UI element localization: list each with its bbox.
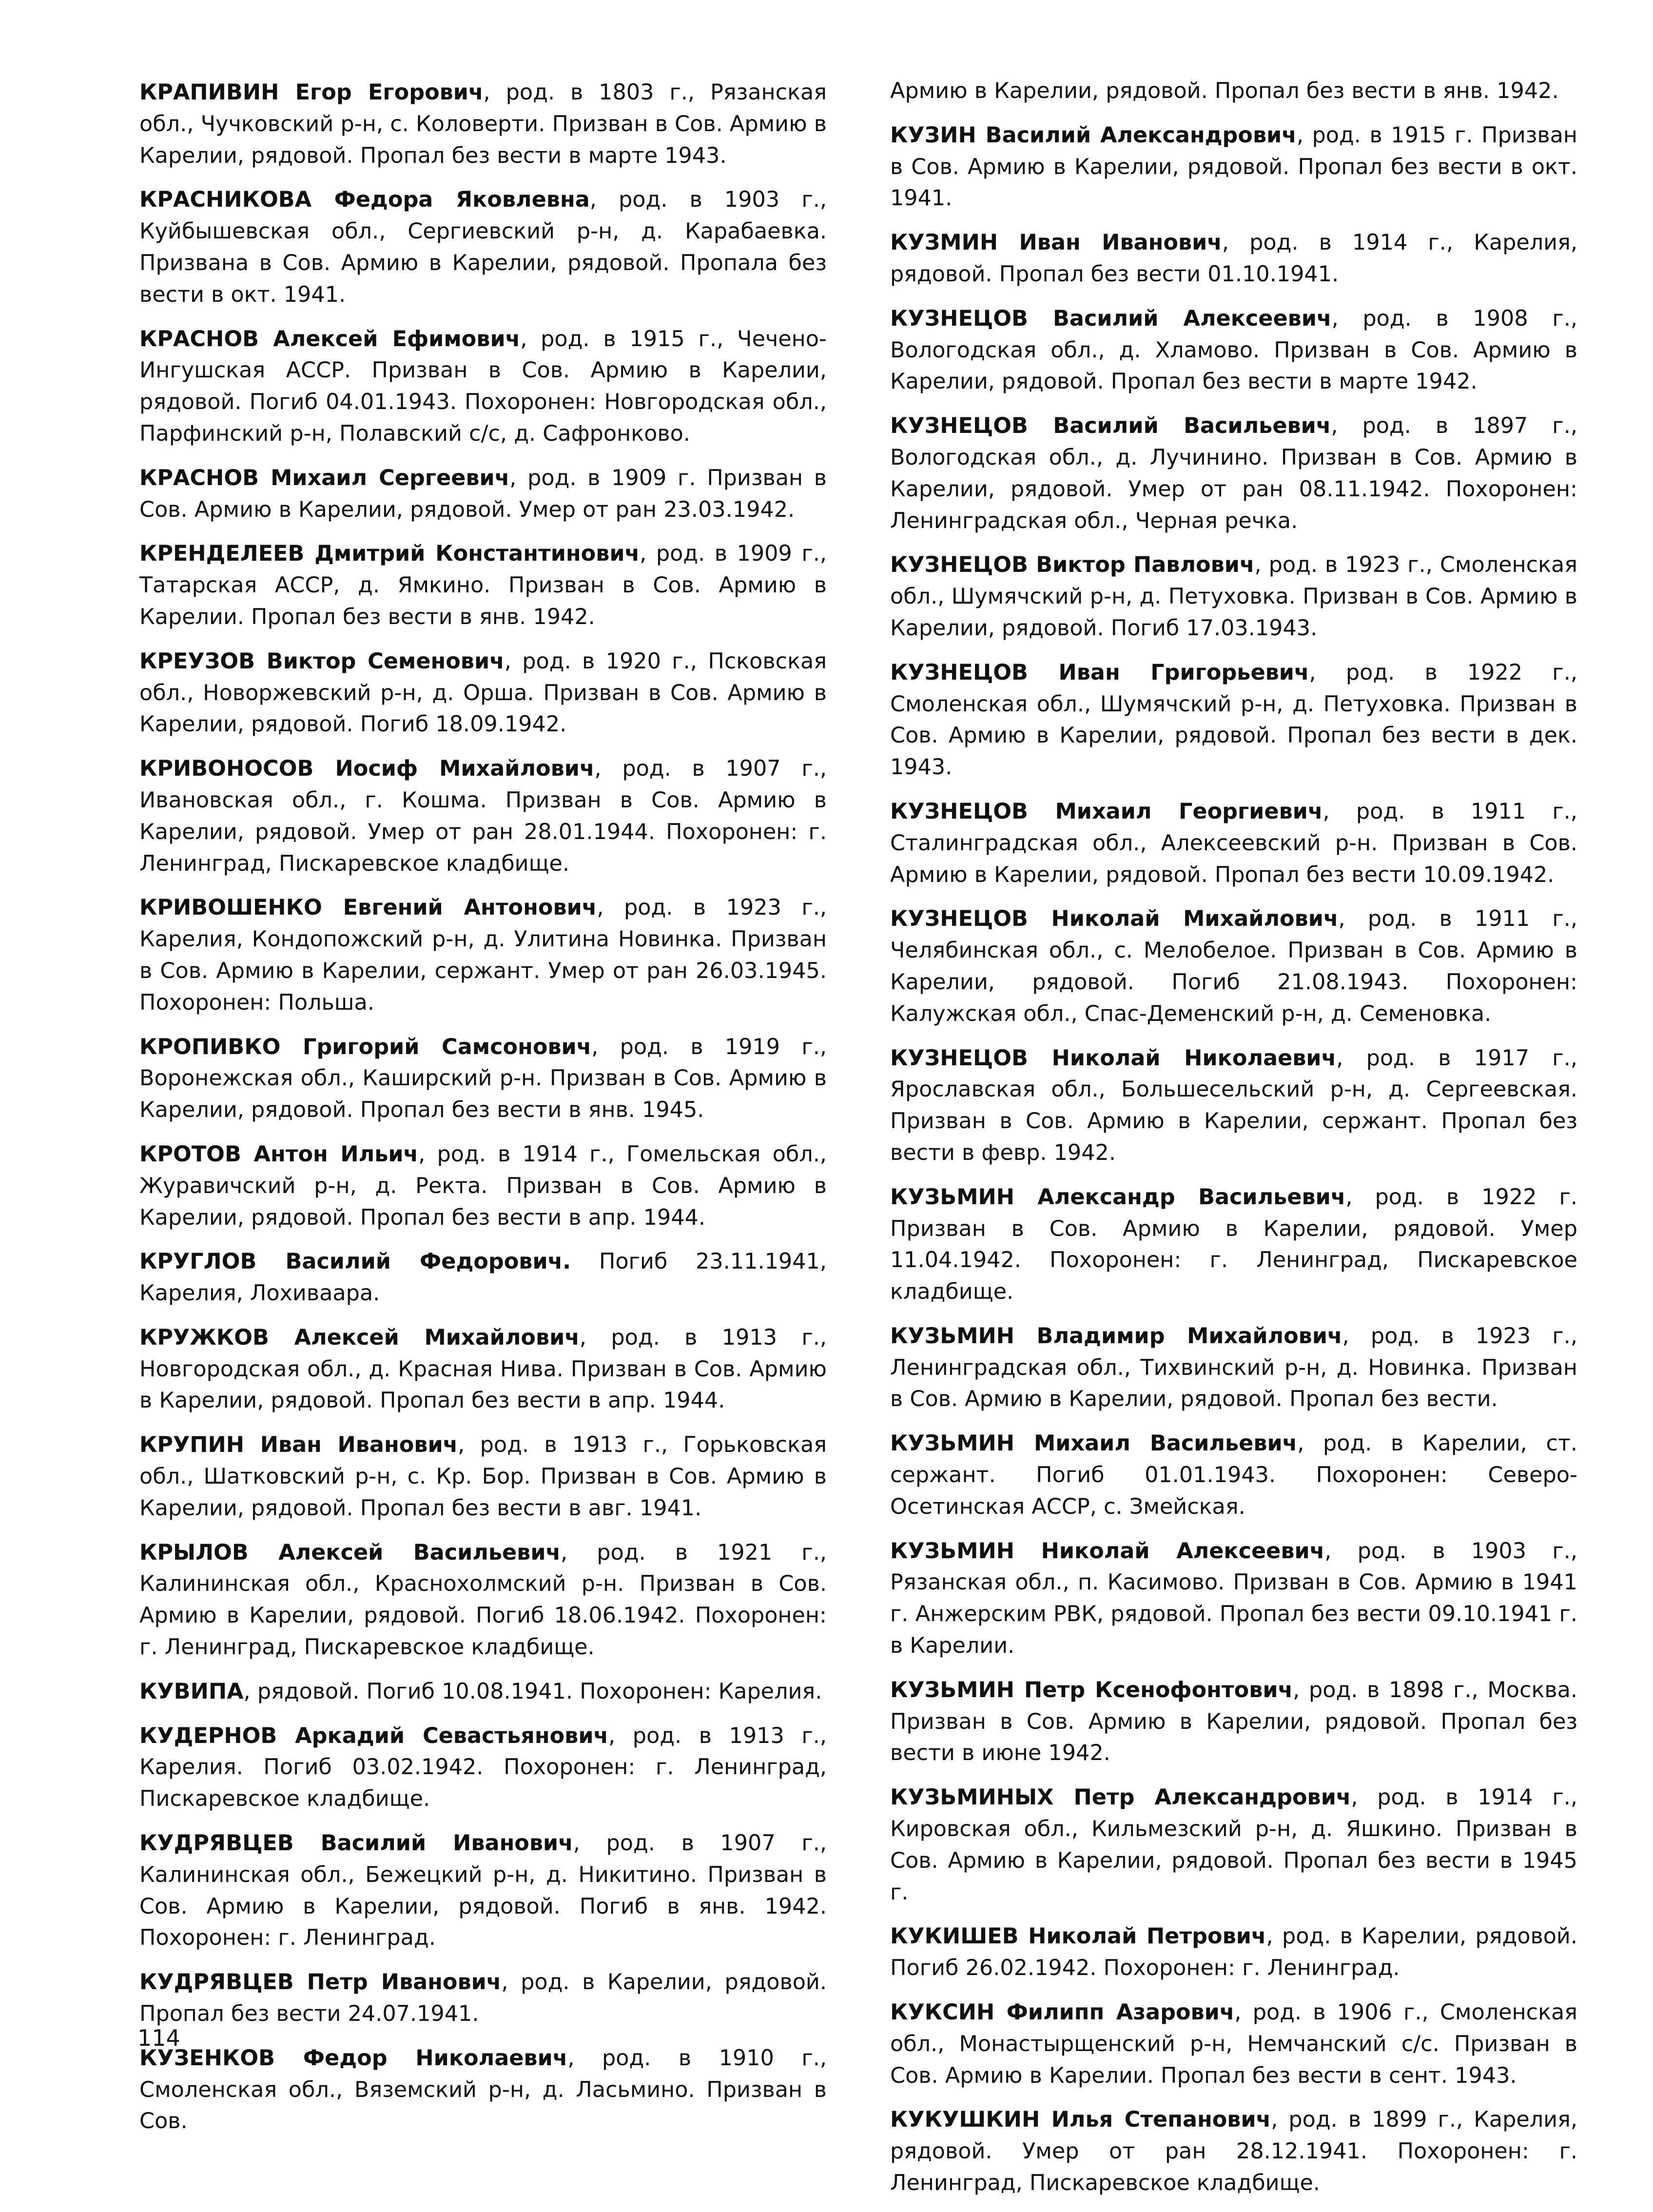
entry-details: , род. в 1913 г., Карелия. Погиб 03.02.1942. Похоронен: г. Ленинград, Пискаревское кладбище.: [139, 1723, 827, 1812]
entry-name: КРАПИВИН Егор Егорович: [139, 80, 484, 105]
entry: [890, 1043, 1577, 1169]
entry: [139, 1322, 827, 1417]
entry-name: КУЗЬМИН Петр Ксенофонтович: [890, 1677, 1293, 1703]
entry-details: , род. в 1917 г., Ярославская обл., Большесельский р-н, д. Сергеевская. Призван в Сов. Армию в Карелии, сержант. Пропал без вести в февр. 1942.: [890, 1045, 1577, 1165]
entry-name: КРЕУЗОВ Виктор Семенович: [139, 648, 505, 674]
entry-name: КУЗИН Василий Александрович: [890, 122, 1297, 148]
entry: [890, 1675, 1577, 1769]
entry-details: , род. в 1911 г., Челябинская обл., с. Мелобелое. Призван в Сов. Армию в Карелии, рядовой. Погиб 21.08.1943. Похоронен: Калужская обл., Спас-Деменский р-н, д. Семеновка.: [890, 906, 1578, 1026]
continued-entry-text: Армию в Карелии, рядовой. Пропал без вести в янв. 1942.: [890, 78, 1559, 103]
entry-details: , род. в 1913 г., Горьковская обл., Шатковский р-н, с. Кр. Бор. Призван в Сов. Армию в Карелии, рядовой. Пропал без вести в авг. 1941.: [139, 1432, 827, 1521]
entry-details: , род. в Карелии, ст. сержант. Погиб 01.01.1943. Похоронен: Северо-Осетинская АССР, с. Змейская.: [890, 1431, 1577, 1519]
entry-details: , род. в 1897 г., Вологодская обл., д. Лучинино. Призван в Сов. Армию в Карелии, рядовой. Умер от ран 08.11.1942. Похоронен: Ленинградская обл., Черная речка.: [890, 413, 1577, 533]
entry: [890, 227, 1577, 291]
entry-name: КУЗНЕЦОВ Иван Григорьевич: [890, 660, 1309, 685]
entry-details: , род. в 1922 г. Призван в Сов. Армию в Карелии, рядовой. Умер 11.04.1942. Похоронен: г. Ленинград, Пискаревское кладбище.: [890, 1184, 1577, 1305]
entry: [139, 538, 827, 633]
entry-name: КУЗНЕЦОВ Николай Николаевич: [890, 1045, 1337, 1071]
entry: [890, 657, 1577, 783]
entry-details: , род. в 1915 г. Призван в Сов. Армию в Карелии, рядовой. Пропал без вести в окт. 1941.: [890, 122, 1577, 211]
entry-name: КРЕНДЕЛЕЕВ Дмитрий Константинович: [139, 541, 640, 567]
entry-details: , род. в 1915 г., Чечено-Ингушская АССР. Призван в Сов. Армию в Карелии, рядовой. Погиб 04.01.1943. Похоронен: Новгородская обл., Парфинский р-н, Полавский с/с, д. Сафронково.: [139, 326, 827, 446]
entry-name: КУДРЯВЦЕВ Петр Иванович: [139, 1970, 502, 1995]
entry: [139, 77, 827, 172]
entry-name: КУЗЬМИН Владимир Михайлович: [890, 1323, 1342, 1349]
entry-name: КРУЖКОВ Алексей Михайлович: [139, 1325, 580, 1350]
entry-name: КУКУШКИН Илья Степанович: [890, 2107, 1271, 2133]
entry-name: КУЗНЕЦОВ Виктор Павлович: [890, 552, 1255, 578]
entry-name: КУКИШЕВ Николай Петрович: [890, 1924, 1266, 1949]
entry-details: , род. в 1911 г., Сталинградская обл., Алексеевский р-н. Призван в Сов. Армию в Карелии, рядовой. Пропал без вести 10.09.1942.: [890, 799, 1578, 887]
entry-details: , род. в 1910 г., Смоленская обл., Вяземский р-н, д. Ласьмино. Призван в Сов.: [139, 2045, 827, 2134]
entry: [890, 303, 1577, 398]
entry-name: КУВИПА: [139, 1679, 244, 1704]
entry: [890, 1782, 1577, 1908]
entry-name: КРУПИН Иван Иванович: [139, 1432, 458, 1458]
entry-name: КРАСНИКОВА Федора Яковлевна: [139, 187, 590, 213]
entry-details: , род. в 1903 г., Куйбышевская обл., Сергиевский р-н, д. Карабаевка. Призвана в Сов. Армию в Карелии, рядовой. Пропала без вести в окт. 1941.: [139, 187, 827, 307]
entry-details: , род. в 1906 г., Смоленская обл., Монастырщенский р-н, Немчанский с/с. Призван в Сов. Армию в Карелии. Пропал без вести в сент. 1943.: [890, 2000, 1578, 2088]
entry: [139, 1828, 827, 1954]
entry: [890, 1428, 1577, 1523]
entry: [139, 463, 827, 526]
entry: [139, 892, 827, 1018]
entry-details: , рядовой. Погиб 10.08.1941. Похоронен: Карелия.: [243, 1679, 822, 1704]
entry: [890, 549, 1577, 644]
entry: [890, 1536, 1577, 1662]
entry: [139, 753, 827, 880]
entry-name: КРИВОШЕНКО Евгений Антонович: [139, 895, 597, 920]
entry: [890, 1921, 1577, 1984]
entry-details: , род. в Карелии, рядовой. Погиб 26.02.1942. Похоронен: г. Ленинград.: [890, 1924, 1577, 1981]
entry-details: , род. в 1909 г. Призван в Сов. Армию в Карелии, рядовой. Умер от ран 23.03.1942.: [139, 465, 827, 522]
entry: [139, 1246, 827, 1310]
entry-details: , род. в 1903 г., Рязанская обл., п. Касимово. Призван в Сов. Армию в 1941 г. Анжерским РВК, рядовой. Пропал без вести 09.10.1941 г. в Карелии.: [890, 1538, 1577, 1659]
entry: [139, 184, 827, 311]
entry-details: , род. в 1913 г., Новгородская обл., д. Красная Нива. Призван в Сов. Армию в Карелии, рядовой. Пропал без вести в апр. 1944.: [139, 1325, 827, 1413]
entry-details: , род. в 1922 г., Смоленская обл., Шумячский р-н, д. Петуховка. Призван в Сов. Армию в Карелии, рядовой. Пропал без вести в дек. 1943.: [890, 660, 1577, 780]
entry: [139, 1537, 827, 1664]
entry-details: , род. в 1923 г., Смоленская обл., Шумячский р-н, д. Петуховка. Призван в Сов. Армию в Карелии, рядовой. Погиб 17.03.1943.: [890, 552, 1577, 641]
entry-details: , род. в 1907 г., Ивановская обл., г. Кошма. Призван в Сов. Армию в Карелии, рядовой. Умер от ран 28.01.1944. Похоронен: г. Ленинград, Пискаревское кладбище.: [139, 756, 827, 876]
entry: [139, 1032, 827, 1126]
entry-details: , род. в 1803 г., Рязанская обл., Чучковский р-н, с. Коловерти. Призван в Сов. Армию в Карелии, рядовой. Пропал без вести в марте 1943.: [139, 80, 827, 168]
left-column: [139, 77, 827, 2150]
entry: [139, 1139, 827, 1233]
entry-details: , род. в 1923 г., Карелия, Кондопожский р-н, д. Улитина Новинка. Призван в Сов. Армию в Карелии, сержант. Умер от ран 26.03.1945. Похоронен: Польша.: [139, 895, 827, 1015]
entry-name: КРАСНОВ Алексей Ефимович: [139, 326, 521, 352]
entry-name: КРЫЛОВ Алексей Васильевич: [139, 1540, 561, 1565]
entry-name: КУЗНЕЦОВ Николай Михайлович: [890, 906, 1339, 932]
right-column: [890, 76, 1577, 2212]
entry: [139, 2043, 827, 2137]
entry: [890, 1321, 1577, 1415]
entry-name: КУЗЬМИН Николай Алексеевич: [890, 1538, 1325, 1564]
entry-details: , род. в 1898 г., Москва. Призван в Сов. Армию в Карелии, рядовой. Пропал без вести в июне 1942.: [890, 1677, 1577, 1766]
entry-details: Погиб 23.11.1941, Карелия, Лохиваара.: [139, 1249, 827, 1306]
page-number: 114: [137, 2025, 180, 2051]
entry-name: КУКСИН Филипп Азарович: [890, 2000, 1235, 2025]
entry-name: КРУГЛОВ Василий Федорович.: [139, 1249, 571, 1274]
entry: [890, 411, 1577, 537]
entry-name: КРОПИВКО Григорий Самсонович: [139, 1034, 592, 1059]
entry: [139, 324, 827, 450]
entry-details: , род. в Карелии, рядовой. Пропал без вести 24.07.1941.: [139, 1970, 827, 2027]
entry-name: КУЗЬМИНЫХ Петр Александрович: [890, 1785, 1351, 1810]
entry-details: , род. в 1914 г., Гомельская обл., Журавичский р-н, д. Ректа. Призван в Сов. Армию в Карелии, рядовой. Пропал без вести в апр. 1944.: [139, 1141, 827, 1230]
entry: [139, 1676, 827, 1708]
entry-details: , род. в 1914 г., Кировская обл., Кильмезский р-н, д. Яшкино. Призван в Сов. Армию в Карелии, рядовой. Пропал без вести в 1945 г.: [890, 1785, 1577, 1905]
entry: [139, 646, 827, 741]
entry: [139, 1721, 827, 1815]
entry-details: , род. в 1899 г., Карелия, рядовой. Умер от ран 28.12.1941. Похоронен: г. Ленинград, Пискаревское кладбище.: [890, 2107, 1578, 2196]
entry: [139, 1429, 827, 1524]
entry-name: КРОТОВ Антон Ильич: [139, 1141, 419, 1167]
entry-details: , род. в 1909 г., Татарская АССР, д. Ямкино. Призван в Сов. Армию в Карелии. Пропал без вести в янв. 1942.: [139, 541, 827, 629]
entry-name: КУЗНЕЦОВ Василий Васильевич: [890, 413, 1331, 439]
entry-details: , род. в 1920 г., Псковская обл., Новоржевский р-н, д. Орша. Призван в Сов. Армию в Карелии, рядовой. Погиб 18.09.1942.: [139, 648, 827, 737]
entry-name: КУЗЬМИН Александр Васильевич: [890, 1184, 1346, 1210]
entry-details: , род. в 1914 г., Карелия, рядовой. Пропал без вести 01.10.1941.: [890, 230, 1577, 287]
entry: [139, 1967, 827, 2030]
entry-details: , род. в 1923 г., Ленинградская обл., Тихвинский р-н, д. Новинка. Призван в Сов. Армию в Карелии, рядовой. Пропал без вести.: [890, 1323, 1577, 1412]
entry-details: , род. в 1921 г., Калининская обл., Краснохолмский р-н. Призван в Сов. Армию в Карелии, рядовой. Погиб 18.06.1942. Похоронен: г. Ленинград, Пискаревское кладбище.: [139, 1540, 827, 1660]
entry-details: , род. в 1919 г., Воронежская обл., Каширский р-н. Призван в Сов. Армию в Карелии, рядовой. Пропал без вести в янв. 1945.: [139, 1034, 827, 1123]
entry: [890, 903, 1577, 1030]
entry: [890, 2104, 1577, 2199]
entry-name: КУЗЕНКОВ Федор Николаевич: [139, 2045, 568, 2071]
entry-name: КУЗНЕЦОВ Михаил Георгиевич: [890, 799, 1323, 824]
entry-name: КУЗЬМИН Михаил Васильевич: [890, 1431, 1298, 1456]
entry-name: КУДРЯВЦЕВ Василий Иванович: [139, 1831, 573, 1856]
entry: [890, 120, 1577, 215]
entry-name: КРАСНОВ Михаил Сергеевич: [139, 465, 510, 490]
entry-name: КУДЕРНОВ Аркадий Севастьянович: [139, 1723, 609, 1748]
entry-details: , род. в 1908 г., Вологодская обл., д. Хламово. Призван в Сов. Армию в Карелии, рядовой. Пропал без вести в марте 1942.: [890, 306, 1577, 394]
entry-name: КУЗМИН Иван Иванович: [890, 230, 1222, 255]
entry: [890, 1997, 1577, 2092]
entry-name: КУЗНЕЦОВ Василий Алексеевич: [890, 306, 1332, 331]
entry-name: КРИВОНОСОВ Иосиф Михайлович: [139, 756, 595, 782]
entry-details: , род. в 1907 г., Калининская обл., Бежецкий р-н, д. Никитино. Призван в Сов. Армию в Карелии, рядовой. Погиб в янв. 1942. Похоронен: г. Ленинград.: [139, 1831, 827, 1951]
entry: [890, 1182, 1577, 1308]
entry: [890, 796, 1577, 891]
